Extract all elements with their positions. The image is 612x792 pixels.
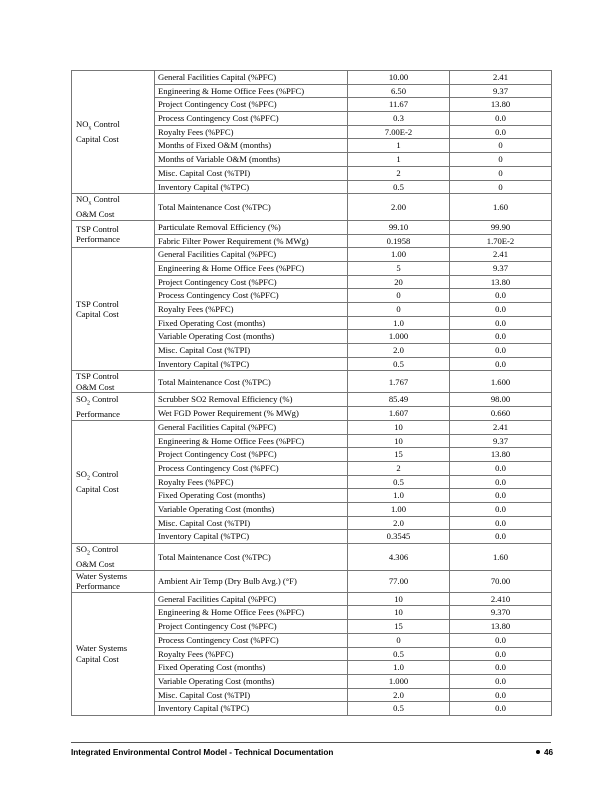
group-label-line1: Water Systems xyxy=(76,570,128,581)
value-cell-1: 0.5 xyxy=(348,475,450,489)
group-label xyxy=(72,420,155,543)
value-cell-2: 0.0 xyxy=(450,475,552,489)
value-cell-1: 99.10 xyxy=(348,220,450,234)
value-cell-2: 1.600 xyxy=(450,371,552,393)
page-number-value: 46 xyxy=(544,748,554,757)
value-cell-2: 0.0 xyxy=(450,530,552,544)
value-cell-2: 2.41 xyxy=(450,420,552,434)
value-cell-2: 9.37 xyxy=(450,84,552,98)
parameter-cell: General Facilities Capital (%PFC) xyxy=(155,71,348,85)
group-label xyxy=(72,194,155,221)
value-cell-2: 9.370 xyxy=(450,606,552,620)
group-label-line1: $SO_2$ Control xyxy=(76,469,119,482)
value-cell-2: 0.0 xyxy=(450,303,552,317)
value-cell-2: 2.41 xyxy=(450,248,552,262)
value-cell-2: 0.0 xyxy=(450,125,552,139)
footer-divider xyxy=(71,742,551,743)
parameter-cell: Project Contingency Cost (%PFC) xyxy=(155,98,348,112)
value-cell-1: 85.49 xyxy=(348,393,450,407)
value-cell-1: 0.3 xyxy=(348,112,450,126)
table-row xyxy=(72,393,552,407)
value-cell-1: 5 xyxy=(348,261,450,275)
value-cell-1: 7.00E-2 xyxy=(348,125,450,139)
group-label xyxy=(72,393,155,420)
value-cell-2: 0.0 xyxy=(450,647,552,661)
value-cell-1: 2.0 xyxy=(348,344,450,358)
table-row xyxy=(72,592,552,606)
group-label-line2: Performance xyxy=(76,409,120,420)
value-cell-1: 20 xyxy=(348,275,450,289)
group-label-line1: $NO_x$ Control xyxy=(76,119,120,132)
parameter-cell: Process Contingency Cost (%PFC) xyxy=(155,289,348,303)
group-label xyxy=(72,248,155,371)
parameter-cell: Inventory Capital (%TPC) xyxy=(155,180,348,194)
table-row xyxy=(72,420,552,434)
value-cell-1: 0 xyxy=(348,289,450,303)
parameter-cell: Wet FGD Power Requirement (% MWg) xyxy=(155,407,348,421)
group-label-line1: $NO_x$ Control xyxy=(76,194,120,207)
group-label-line2: O&M Cost xyxy=(76,209,115,220)
group-label-line1: Water Systems xyxy=(76,643,128,654)
parameter-cell: Fabric Filter Power Requirement (% MWg) xyxy=(155,234,348,248)
parameter-cell: Fixed Operating Cost (months) xyxy=(155,661,348,675)
parameter-cell: Inventory Capital (%TPC) xyxy=(155,530,348,544)
parameter-cell: Misc. Capital Cost (%TPI) xyxy=(155,166,348,180)
value-cell-1: 10 xyxy=(348,420,450,434)
value-cell-1: 10 xyxy=(348,592,450,606)
parameter-cell: General Facilities Capital (%PFC) xyxy=(155,248,348,262)
table-row xyxy=(72,220,552,234)
group-label-line1: $SO_2$ Control xyxy=(76,393,119,407)
parameter-cell: Royalty Fees (%PFC) xyxy=(155,125,348,139)
value-cell-1: 0.5 xyxy=(348,647,450,661)
value-cell-2: 0.660 xyxy=(450,407,552,421)
value-cell-1: 11.67 xyxy=(348,98,450,112)
parameter-cell: Total Maintenance Cost (%TPC) xyxy=(155,371,348,393)
value-cell-2: 0.0 xyxy=(450,688,552,702)
parameter-cell: Fixed Operating Cost (months) xyxy=(155,316,348,330)
value-cell-2: 98.00 xyxy=(450,393,552,407)
parameter-cell: Total Maintenance Cost (%TPC) xyxy=(155,194,348,221)
value-cell-2: 0.0 xyxy=(450,289,552,303)
group-label-line2: O&M Cost xyxy=(76,381,115,392)
value-cell-2: 13.80 xyxy=(450,275,552,289)
group-label xyxy=(72,71,155,194)
value-cell-1: 1.00 xyxy=(348,248,450,262)
parameter-cell: Project Contingency Cost (%PFC) xyxy=(155,275,348,289)
page-number xyxy=(536,748,553,757)
value-cell-2: 1.70E-2 xyxy=(450,234,552,248)
value-cell-1: 4.306 xyxy=(348,544,450,571)
value-cell-1: 2 xyxy=(348,461,450,475)
value-cell-1: 1.0 xyxy=(348,316,450,330)
value-cell-1: 0.3545 xyxy=(348,530,450,544)
value-cell-1: 77.00 xyxy=(348,570,450,592)
value-cell-1: 1.000 xyxy=(348,330,450,344)
value-cell-2: 0.0 xyxy=(450,674,552,688)
group-label xyxy=(72,371,155,393)
parameter-cell: Inventory Capital (%TPC) xyxy=(155,702,348,716)
value-cell-1: 1 xyxy=(348,139,450,153)
value-cell-1: 1.0 xyxy=(348,489,450,503)
value-cell-2: 1.60 xyxy=(450,194,552,221)
parameter-table xyxy=(71,70,552,716)
parameter-table-body xyxy=(72,71,552,716)
value-cell-2: 2.41 xyxy=(450,71,552,85)
parameter-cell: Misc. Capital Cost (%TPI) xyxy=(155,344,348,358)
value-cell-1: 6.50 xyxy=(348,84,450,98)
parameter-cell: General Facilities Capital (%PFC) xyxy=(155,420,348,434)
table-row xyxy=(72,570,552,592)
parameter-cell: Ambient Air Temp (Dry Bulb Avg.) (°F) xyxy=(155,570,348,592)
value-cell-1: 0.5 xyxy=(348,357,450,371)
value-cell-2: 0 xyxy=(450,139,552,153)
value-cell-2: 0 xyxy=(450,153,552,167)
bullet-icon xyxy=(536,750,540,754)
footer-title: Integrated Environmental Control Model - Technical Documentation xyxy=(71,748,334,757)
value-cell-2: 0.0 xyxy=(450,661,552,675)
value-cell-1: 0 xyxy=(348,633,450,647)
value-cell-2: 9.37 xyxy=(450,434,552,448)
value-cell-1: 2.0 xyxy=(348,516,450,530)
value-cell-2: 0.0 xyxy=(450,702,552,716)
parameter-cell: Variable Operating Cost (months) xyxy=(155,330,348,344)
group-label-line2: Performance xyxy=(76,234,120,245)
value-cell-2: 0.0 xyxy=(450,502,552,516)
value-cell-2: 13.80 xyxy=(450,98,552,112)
parameter-cell: Project Contingency Cost (%PFC) xyxy=(155,448,348,462)
value-cell-1: 10 xyxy=(348,606,450,620)
value-cell-1: 10 xyxy=(348,434,450,448)
group-label-line2: Performance xyxy=(76,581,120,592)
table-row xyxy=(72,248,552,262)
value-cell-1: 2 xyxy=(348,166,450,180)
value-cell-2: 2.410 xyxy=(450,592,552,606)
parameter-cell: Misc. Capital Cost (%TPI) xyxy=(155,688,348,702)
group-label-line2: Capital Cost xyxy=(76,484,119,495)
parameter-cell: Scrubber SO2 Removal Efficiency (%) xyxy=(155,393,348,407)
group-label-line1: TSP Control xyxy=(76,298,119,309)
group-label-line2: Capital Cost xyxy=(76,653,119,664)
group-label-line1: TSP Control xyxy=(76,371,119,382)
value-cell-2: 0.0 xyxy=(450,461,552,475)
value-cell-2: 0.0 xyxy=(450,344,552,358)
parameter-cell: Variable Operating Cost (months) xyxy=(155,674,348,688)
parameter-cell: Royalty Fees (%PFC) xyxy=(155,303,348,317)
value-cell-2: 0.0 xyxy=(450,357,552,371)
parameter-cell: Royalty Fees (%PFC) xyxy=(155,475,348,489)
parameter-cell: Total Maintenance Cost (%TPC) xyxy=(155,544,348,571)
value-cell-1: 1 xyxy=(348,153,450,167)
value-cell-1: 0.1958 xyxy=(348,234,450,248)
value-cell-2: 70.00 xyxy=(450,570,552,592)
value-cell-1: 0 xyxy=(348,303,450,317)
value-cell-1: 1.767 xyxy=(348,371,450,393)
parameter-cell: Engineering & Home Office Fees (%PFC) xyxy=(155,434,348,448)
value-cell-2: 9.37 xyxy=(450,261,552,275)
parameter-cell: Engineering & Home Office Fees (%PFC) xyxy=(155,261,348,275)
parameter-cell: Particulate Removal Efficiency (%) xyxy=(155,220,348,234)
parameter-cell: Royalty Fees (%PFC) xyxy=(155,647,348,661)
value-cell-1: 1.0 xyxy=(348,661,450,675)
value-cell-2: 0.0 xyxy=(450,633,552,647)
value-cell-2: 0 xyxy=(450,166,552,180)
value-cell-1: 1.00 xyxy=(348,502,450,516)
parameter-cell: Engineering & Home Office Fees (%PFC) xyxy=(155,84,348,98)
value-cell-2: 0.0 xyxy=(450,112,552,126)
value-cell-1: 1.000 xyxy=(348,674,450,688)
parameter-cell: Months of Fixed O&M (months) xyxy=(155,139,348,153)
parameter-cell: Months of Variable O&M (months) xyxy=(155,153,348,167)
group-label-line2: Capital Cost xyxy=(76,309,119,320)
group-label-line2: O&M Cost xyxy=(76,559,115,570)
value-cell-2: 0.0 xyxy=(450,330,552,344)
parameter-cell: Project Contingency Cost (%PFC) xyxy=(155,620,348,634)
parameter-cell: Fixed Operating Cost (months) xyxy=(155,489,348,503)
group-label-line1: $SO_2$ Control xyxy=(76,544,119,557)
group-label xyxy=(72,570,155,592)
value-cell-1: 2.00 xyxy=(348,194,450,221)
group-label xyxy=(72,592,155,715)
value-cell-1: 10.00 xyxy=(348,71,450,85)
group-label xyxy=(72,544,155,571)
table-row xyxy=(72,71,552,85)
parameter-cell: Misc. Capital Cost (%TPI) xyxy=(155,516,348,530)
value-cell-1: 0.5 xyxy=(348,702,450,716)
table-row xyxy=(72,194,552,221)
value-cell-1: 15 xyxy=(348,448,450,462)
table-row xyxy=(72,544,552,571)
value-cell-1: 0.5 xyxy=(348,180,450,194)
parameter-cell: Engineering & Home Office Fees (%PFC) xyxy=(155,606,348,620)
value-cell-2: 13.80 xyxy=(450,620,552,634)
value-cell-2: 0.0 xyxy=(450,516,552,530)
group-label-line1: TSP Control xyxy=(76,223,119,234)
table-row xyxy=(72,371,552,393)
parameter-cell: Process Contingency Cost (%PFC) xyxy=(155,112,348,126)
value-cell-1: 15 xyxy=(348,620,450,634)
parameter-cell: Process Contingency Cost (%PFC) xyxy=(155,461,348,475)
parameter-cell: General Facilities Capital (%PFC) xyxy=(155,592,348,606)
group-label xyxy=(72,220,155,247)
value-cell-1: 2.0 xyxy=(348,688,450,702)
parameter-cell: Variable Operating Cost (months) xyxy=(155,502,348,516)
value-cell-2: 13.80 xyxy=(450,448,552,462)
value-cell-2: 0 xyxy=(450,180,552,194)
parameter-cell: Inventory Capital (%TPC) xyxy=(155,357,348,371)
group-label-line2: Capital Cost xyxy=(76,134,119,145)
value-cell-2: 0.0 xyxy=(450,489,552,503)
value-cell-1: 1.607 xyxy=(348,407,450,421)
value-cell-2: 0.0 xyxy=(450,316,552,330)
parameter-cell: Process Contingency Cost (%PFC) xyxy=(155,633,348,647)
value-cell-2: 1.60 xyxy=(450,544,552,571)
value-cell-2: 99.90 xyxy=(450,220,552,234)
